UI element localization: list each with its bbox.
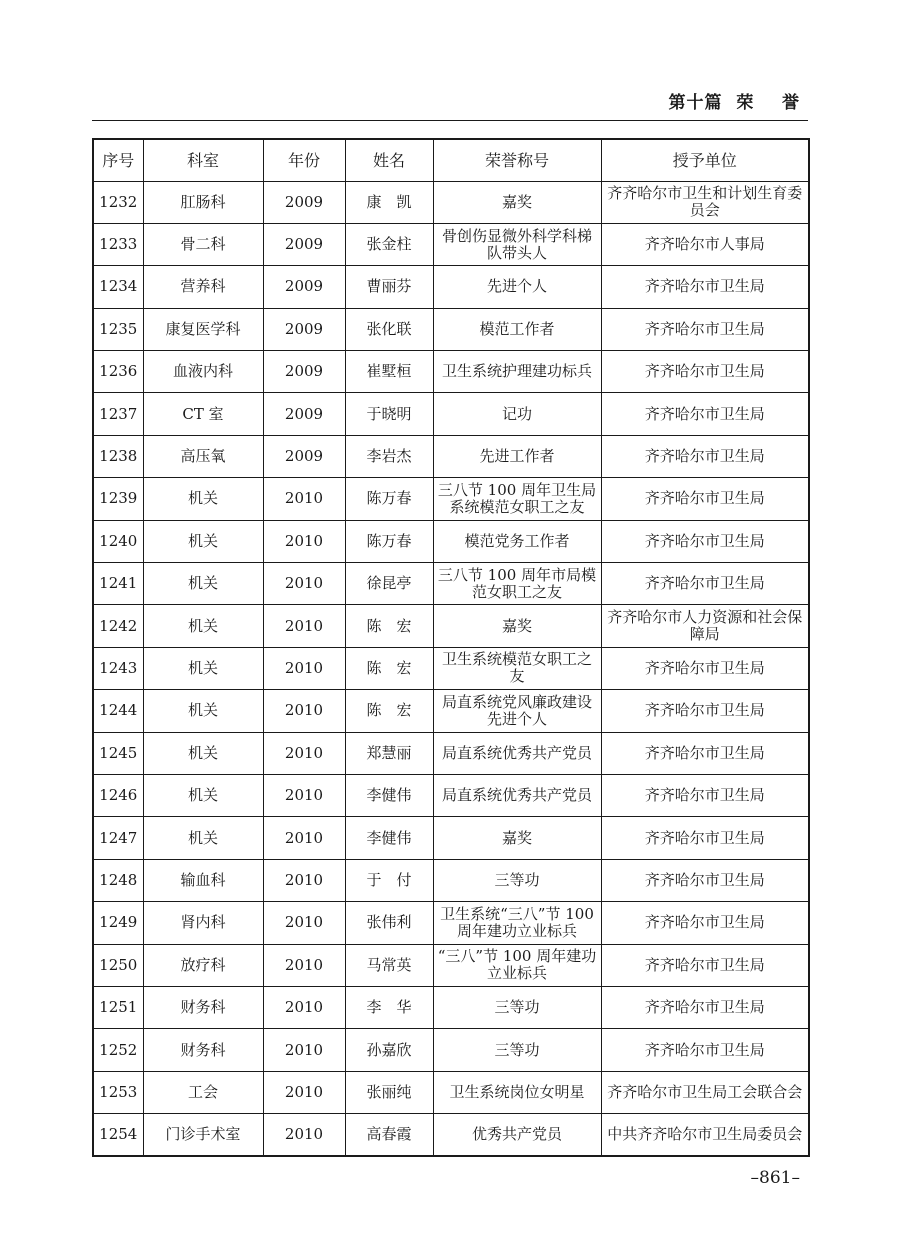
cell-honor-title: 先进个人 — [433, 266, 601, 308]
cell-awarding-unit: 齐齐哈尔市卫生局 — [601, 690, 809, 732]
cell-year: 2010 — [263, 732, 345, 774]
header-row — [93, 139, 809, 181]
cell-year: 2010 — [263, 944, 345, 986]
cell-honor-title: 局直系统党风廉政建设先进个人 — [433, 690, 601, 732]
cell-year: 2010 — [263, 902, 345, 944]
cell-awarding-unit: 中共齐齐哈尔市卫生局委员会 — [601, 1114, 809, 1156]
table-row — [93, 605, 809, 647]
cell-year: 2010 — [263, 817, 345, 859]
table-row — [93, 774, 809, 816]
cell-department: 高压氧 — [143, 435, 263, 477]
cell-awarding-unit: 齐齐哈尔市人力资源和社会保障局 — [601, 605, 809, 647]
cell-department: 机关 — [143, 647, 263, 689]
cell-number: 1237 — [93, 393, 143, 435]
table-row — [93, 1114, 809, 1156]
table-row — [93, 181, 809, 223]
cell-department: 机关 — [143, 520, 263, 562]
cell-name: 康 凯 — [345, 181, 433, 223]
table-row — [93, 223, 809, 265]
cell-awarding-unit: 齐齐哈尔市卫生局 — [601, 563, 809, 605]
cell-awarding-unit: 齐齐哈尔市卫生局 — [601, 902, 809, 944]
cell-department: 门诊手术室 — [143, 1114, 263, 1156]
cell-name: 于晓明 — [345, 393, 433, 435]
cell-department: 骨二科 — [143, 223, 263, 265]
cell-year: 2009 — [263, 266, 345, 308]
cell-honor-title: 三等功 — [433, 1029, 601, 1071]
cell-awarding-unit: 齐齐哈尔市卫生局 — [601, 647, 809, 689]
cell-year: 2010 — [263, 1071, 345, 1113]
cell-honor-title: 模范工作者 — [433, 308, 601, 350]
table-row — [93, 902, 809, 944]
table-row — [93, 563, 809, 605]
cell-department: 血液内科 — [143, 351, 263, 393]
cell-awarding-unit: 齐齐哈尔市卫生局 — [601, 478, 809, 520]
cell-awarding-unit: 齐齐哈尔市卫生局 — [601, 1029, 809, 1071]
table-row — [93, 520, 809, 562]
cell-honor-title: 嘉奖 — [433, 605, 601, 647]
cell-year: 2010 — [263, 1029, 345, 1071]
column-header-department: 科室 — [143, 139, 263, 181]
cell-number: 1236 — [93, 351, 143, 393]
cell-year: 2009 — [263, 308, 345, 350]
cell-department: 放疗科 — [143, 944, 263, 986]
cell-department: 机关 — [143, 605, 263, 647]
cell-department: 输血科 — [143, 859, 263, 901]
cell-name: 陈 宏 — [345, 605, 433, 647]
cell-name: 张丽纯 — [345, 1071, 433, 1113]
cell-honor-title: 卫生系统模范女职工之友 — [433, 647, 601, 689]
cell-awarding-unit: 齐齐哈尔市人事局 — [601, 223, 809, 265]
cell-number: 1242 — [93, 605, 143, 647]
cell-honor-title: 三八节 100 周年市局模范女职工之友 — [433, 563, 601, 605]
cell-awarding-unit: 齐齐哈尔市卫生局 — [601, 266, 809, 308]
cell-honor-title: 优秀共产党员 — [433, 1114, 601, 1156]
cell-name: 李岩杰 — [345, 435, 433, 477]
chapter-title: 第十篇 荣 誉 — [668, 93, 800, 113]
cell-department: 工会 — [143, 1071, 263, 1113]
cell-number: 1250 — [93, 944, 143, 986]
table-row — [93, 647, 809, 689]
cell-name: 张伟利 — [345, 902, 433, 944]
cell-year: 2010 — [263, 1114, 345, 1156]
cell-number: 1253 — [93, 1071, 143, 1113]
cell-awarding-unit: 齐齐哈尔市卫生局 — [601, 817, 809, 859]
cell-year: 2010 — [263, 986, 345, 1028]
cell-number: 1241 — [93, 563, 143, 605]
cell-number: 1238 — [93, 435, 143, 477]
cell-number: 1245 — [93, 732, 143, 774]
cell-awarding-unit: 齐齐哈尔市卫生局 — [601, 351, 809, 393]
cell-name: 李健伟 — [345, 774, 433, 816]
cell-year: 2009 — [263, 393, 345, 435]
cell-name: 李健伟 — [345, 817, 433, 859]
column-header-name: 姓名 — [345, 139, 433, 181]
cell-number: 1251 — [93, 986, 143, 1028]
cell-honor-title: 三等功 — [433, 859, 601, 901]
cell-name: 孙嘉欣 — [345, 1029, 433, 1071]
cell-number: 1239 — [93, 478, 143, 520]
cell-honor-title: 先进工作者 — [433, 435, 601, 477]
table-row — [93, 1071, 809, 1113]
cell-year: 2010 — [263, 647, 345, 689]
table-row — [93, 435, 809, 477]
column-header-honor-title: 荣誉称号 — [433, 139, 601, 181]
cell-name: 高春霞 — [345, 1114, 433, 1156]
cell-year: 2010 — [263, 478, 345, 520]
table-body — [93, 181, 809, 1156]
column-header-year: 年份 — [263, 139, 345, 181]
cell-awarding-unit: 齐齐哈尔市卫生局 — [601, 859, 809, 901]
cell-awarding-unit: 齐齐哈尔市卫生局工会联合会 — [601, 1071, 809, 1113]
cell-number: 1234 — [93, 266, 143, 308]
cell-awarding-unit: 齐齐哈尔市卫生局 — [601, 944, 809, 986]
cell-department: CT 室 — [143, 393, 263, 435]
table-row — [93, 690, 809, 732]
table-row — [93, 859, 809, 901]
cell-department: 肾内科 — [143, 902, 263, 944]
page-number: –861– — [750, 1168, 800, 1188]
cell-number: 1246 — [93, 774, 143, 816]
cell-year: 2009 — [263, 181, 345, 223]
cell-department: 机关 — [143, 478, 263, 520]
cell-honor-title: 局直系统优秀共产党员 — [433, 732, 601, 774]
cell-awarding-unit: 齐齐哈尔市卫生局 — [601, 435, 809, 477]
cell-name: 徐昆亭 — [345, 563, 433, 605]
cell-name: 于 付 — [345, 859, 433, 901]
cell-year: 2009 — [263, 435, 345, 477]
table-row — [93, 986, 809, 1028]
cell-honor-title: 记功 — [433, 393, 601, 435]
cell-department: 机关 — [143, 563, 263, 605]
cell-honor-title: 三八节 100 周年卫生局系统模范女职工之友 — [433, 478, 601, 520]
table-row — [93, 817, 809, 859]
cell-name: 郑慧丽 — [345, 732, 433, 774]
cell-honor-title: 模范党务工作者 — [433, 520, 601, 562]
cell-year: 2010 — [263, 563, 345, 605]
cell-name: 李 华 — [345, 986, 433, 1028]
cell-name: 陈万春 — [345, 478, 433, 520]
table-row — [93, 266, 809, 308]
table-header — [93, 139, 809, 181]
cell-honor-title: 卫生系统护理建功标兵 — [433, 351, 601, 393]
table-row — [93, 351, 809, 393]
table-row — [93, 308, 809, 350]
cell-number: 1235 — [93, 308, 143, 350]
cell-name: 曹丽芬 — [345, 266, 433, 308]
cell-name: 张化联 — [345, 308, 433, 350]
cell-number: 1244 — [93, 690, 143, 732]
table-row — [93, 732, 809, 774]
cell-awarding-unit: 齐齐哈尔市卫生局 — [601, 732, 809, 774]
cell-awarding-unit: 齐齐哈尔市卫生局 — [601, 393, 809, 435]
cell-department: 机关 — [143, 690, 263, 732]
cell-number: 1233 — [93, 223, 143, 265]
cell-honor-title: 骨创伤显微外科学科梯队带头人 — [433, 223, 601, 265]
column-header-number: 序号 — [93, 139, 143, 181]
table-row — [93, 944, 809, 986]
cell-name: 张金柱 — [345, 223, 433, 265]
cell-number: 1252 — [93, 1029, 143, 1071]
cell-department: 机关 — [143, 817, 263, 859]
cell-department: 营养科 — [143, 266, 263, 308]
cell-year: 2009 — [263, 351, 345, 393]
cell-number: 1232 — [93, 181, 143, 223]
cell-honor-title: 卫生系统岗位女明星 — [433, 1071, 601, 1113]
cell-department: 康复医学科 — [143, 308, 263, 350]
cell-awarding-unit: 齐齐哈尔市卫生局 — [601, 774, 809, 816]
cell-honor-title: 卫生系统“三八”节 100 周年建功立业标兵 — [433, 902, 601, 944]
cell-number: 1240 — [93, 520, 143, 562]
cell-number: 1248 — [93, 859, 143, 901]
cell-honor-title: 嘉奖 — [433, 817, 601, 859]
cell-year: 2010 — [263, 690, 345, 732]
cell-number: 1249 — [93, 902, 143, 944]
cell-awarding-unit: 齐齐哈尔市卫生局 — [601, 520, 809, 562]
cell-department: 财务科 — [143, 986, 263, 1028]
table-row — [93, 393, 809, 435]
page-header — [92, 84, 808, 121]
cell-department: 机关 — [143, 774, 263, 816]
cell-honor-title: 嘉奖 — [433, 181, 601, 223]
cell-year: 2009 — [263, 223, 345, 265]
cell-year: 2010 — [263, 774, 345, 816]
cell-honor-title: 局直系统优秀共产党员 — [433, 774, 601, 816]
cell-year: 2010 — [263, 520, 345, 562]
table-row — [93, 478, 809, 520]
cell-name: 陈万春 — [345, 520, 433, 562]
cell-department: 肛肠科 — [143, 181, 263, 223]
cell-number: 1247 — [93, 817, 143, 859]
honors-table — [92, 138, 810, 1157]
cell-honor-title: 三等功 — [433, 986, 601, 1028]
cell-name: 陈 宏 — [345, 690, 433, 732]
cell-awarding-unit: 齐齐哈尔市卫生和计划生育委员会 — [601, 181, 809, 223]
cell-awarding-unit: 齐齐哈尔市卫生局 — [601, 308, 809, 350]
cell-year: 2010 — [263, 605, 345, 647]
cell-number: 1254 — [93, 1114, 143, 1156]
cell-name: 马常英 — [345, 944, 433, 986]
cell-awarding-unit: 齐齐哈尔市卫生局 — [601, 986, 809, 1028]
cell-department: 财务科 — [143, 1029, 263, 1071]
table-row — [93, 1029, 809, 1071]
cell-department: 机关 — [143, 732, 263, 774]
column-header-awarding-unit: 授予单位 — [601, 139, 809, 181]
cell-number: 1243 — [93, 647, 143, 689]
cell-name: 崔墅桓 — [345, 351, 433, 393]
cell-name: 陈 宏 — [345, 647, 433, 689]
cell-honor-title: “三八”节 100 周年建功立业标兵 — [433, 944, 601, 986]
cell-year: 2010 — [263, 859, 345, 901]
